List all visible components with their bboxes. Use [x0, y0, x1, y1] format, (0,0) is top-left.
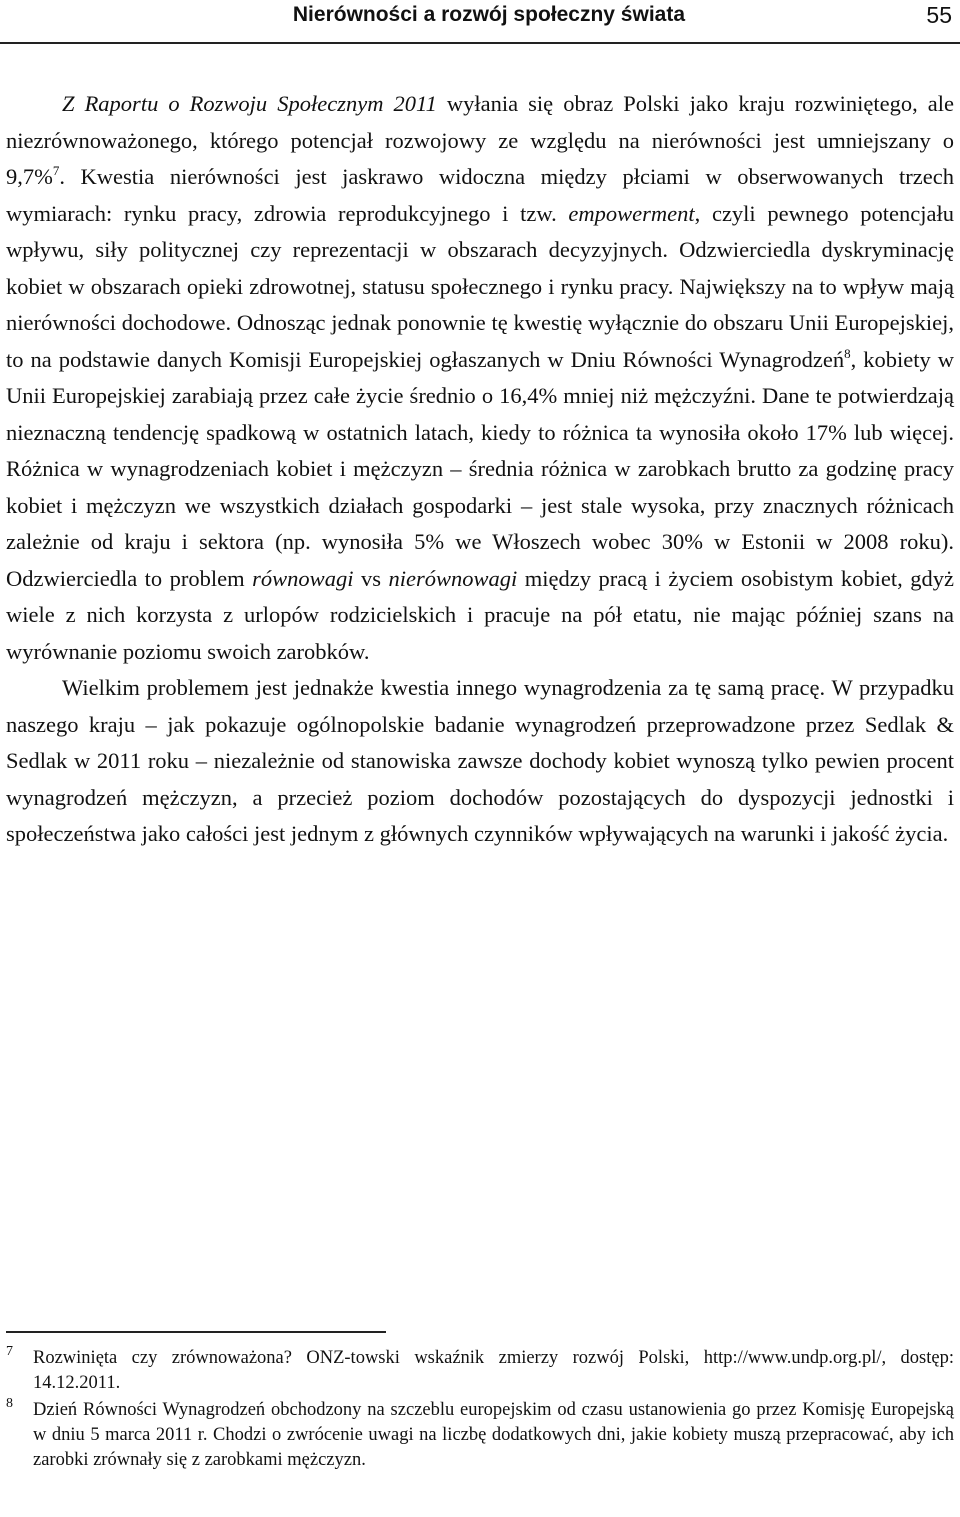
paragraph-1-text-f: między pracą i życiem osobistym kobiet, gdyż wiele z nich korzysta z urlopów rodzicielskich i pracuje na pół etatu, nie mając później szans na wyrównanie poziomu swoich zarobków. — [6, 565, 954, 664]
header-title: Nierówności a rozwój społeczny świata — [292, 3, 685, 26]
report-title: Z Raportu o Rozwoju Społecznym 2011 — [62, 91, 437, 116]
term-empowerment: empowerment — [568, 200, 695, 226]
paragraph-1 — [6, 86, 954, 670]
footnote-text: Dzień Równości Wynagrodzeń obchodzony na szczeblu europejskim od czasu ustanowienia go przez Komisję Europejską w dniu 5 marca 2011 r. Chodzi o zwrócenie uwagi na liczbę dodatkowych dni, jakie kobiety muszą przepracować, aby ich zarobki zrównały się z zarobkami mężczyzn. — [33, 1400, 954, 1470]
footnote-number: 8 — [6, 1396, 13, 1411]
header-divider — [0, 42, 960, 44]
footnote-ref-7: 7 — [52, 163, 60, 178]
footnotes — [6, 1346, 954, 1475]
footnote-8 — [6, 1398, 954, 1473]
running-header — [0, 0, 960, 44]
page-number: 55 — [926, 2, 952, 28]
paragraph-2: Wielkim problemem jest jednakże kwestia innego wynagrodzenia za tę samą pracę. W przypadku naszego kraju – jak pokazuje ogólnopolskie badanie wynagrodzeń przeprowadzone przez Sedlak & Sedlak w 2011 roku – niezależnie od stanowiska zawsze dochody kobiet wynoszą tylko pewien procent wynagrodzeń mężczyzn, a przecież poziom dochodów pozostających do dyspozycji jednostki i społeczeństwa jako całości jest jednym z głównych czynników wpływających na warunki i jakość życia. — [6, 675, 954, 846]
paragraph-1-text-c: , czyli pewnego potencjału wpływu, siły politycznej czy reprezentacji w obszarach decyzyjnych. Odzwierciedla dyskryminację kobiet w obszarach opieki zdrowotnej, statusu społecznego i rynku pracy. Największy na to wpływ mają nierówności dochodowe. Odnosząc jednak ponownie tę kwestię wyłącznie do obszaru Unii Europejskiej, to na podstawie danych Komisji Europejskiej ogłaszanych w Dniu Równości Wynagrodzeń — [6, 200, 954, 372]
footnote-number: 7 — [6, 1344, 13, 1359]
paragraph-1-text-a: wyłania się obraz Polski jako kraju rozwiniętego, ale niezrównoważonego, którego potencjał rozwojowy ze względu na nierówności jest umniejszany o 9,7% — [6, 91, 954, 189]
term-rownowagi: równowagi — [252, 565, 354, 591]
footnote-ref-8: 8 — [844, 345, 851, 361]
paragraph-1-text-e: vs — [353, 565, 389, 591]
footnote-7 — [6, 1346, 954, 1396]
paragraph-1-text-b: . Kwestia nierówności jest jaskrawo widoczna między płciami w obserwowanych trzech wymiarach: rynku pracy, zdrowia reprodukcyjnego i tzw. — [6, 164, 954, 226]
footnote-text: Rozwinięta czy zrównoważona? ONZ-towski wskaźnik zmierzy rozwój Polski, http://www.undp.org.pl/, dostęp: 14.12.2011. — [33, 1348, 954, 1393]
main-text — [6, 86, 954, 853]
paragraph-1-text-d: , kobiety w Unii Europejskiej zarabiają przez całe życie średnio o 16,4% mniej niż mężczyźni. Dane te potwierdzają nieznaczną tendencję spadkową w ostatnich latach, kiedy to różnica ta wynosiła około 17% lub więcej. Różnica w wynagrodzeniach kobiet i mężczyzn – średnia różnica w zarobkach brutto za godzinę pracy kobiet i mężczyzn we wszystkich działach gospodarki – jest stale wysoka, przy znacznych różnicach zależnie od kraju i sektora (np. wynosiła 5% we Włoszech wobec 30% w Estonii w 2008 roku). Odzwierciedla to problem — [6, 346, 954, 591]
footnote-divider — [6, 1331, 386, 1333]
term-nierownowagi: nierównowagi — [388, 565, 518, 591]
